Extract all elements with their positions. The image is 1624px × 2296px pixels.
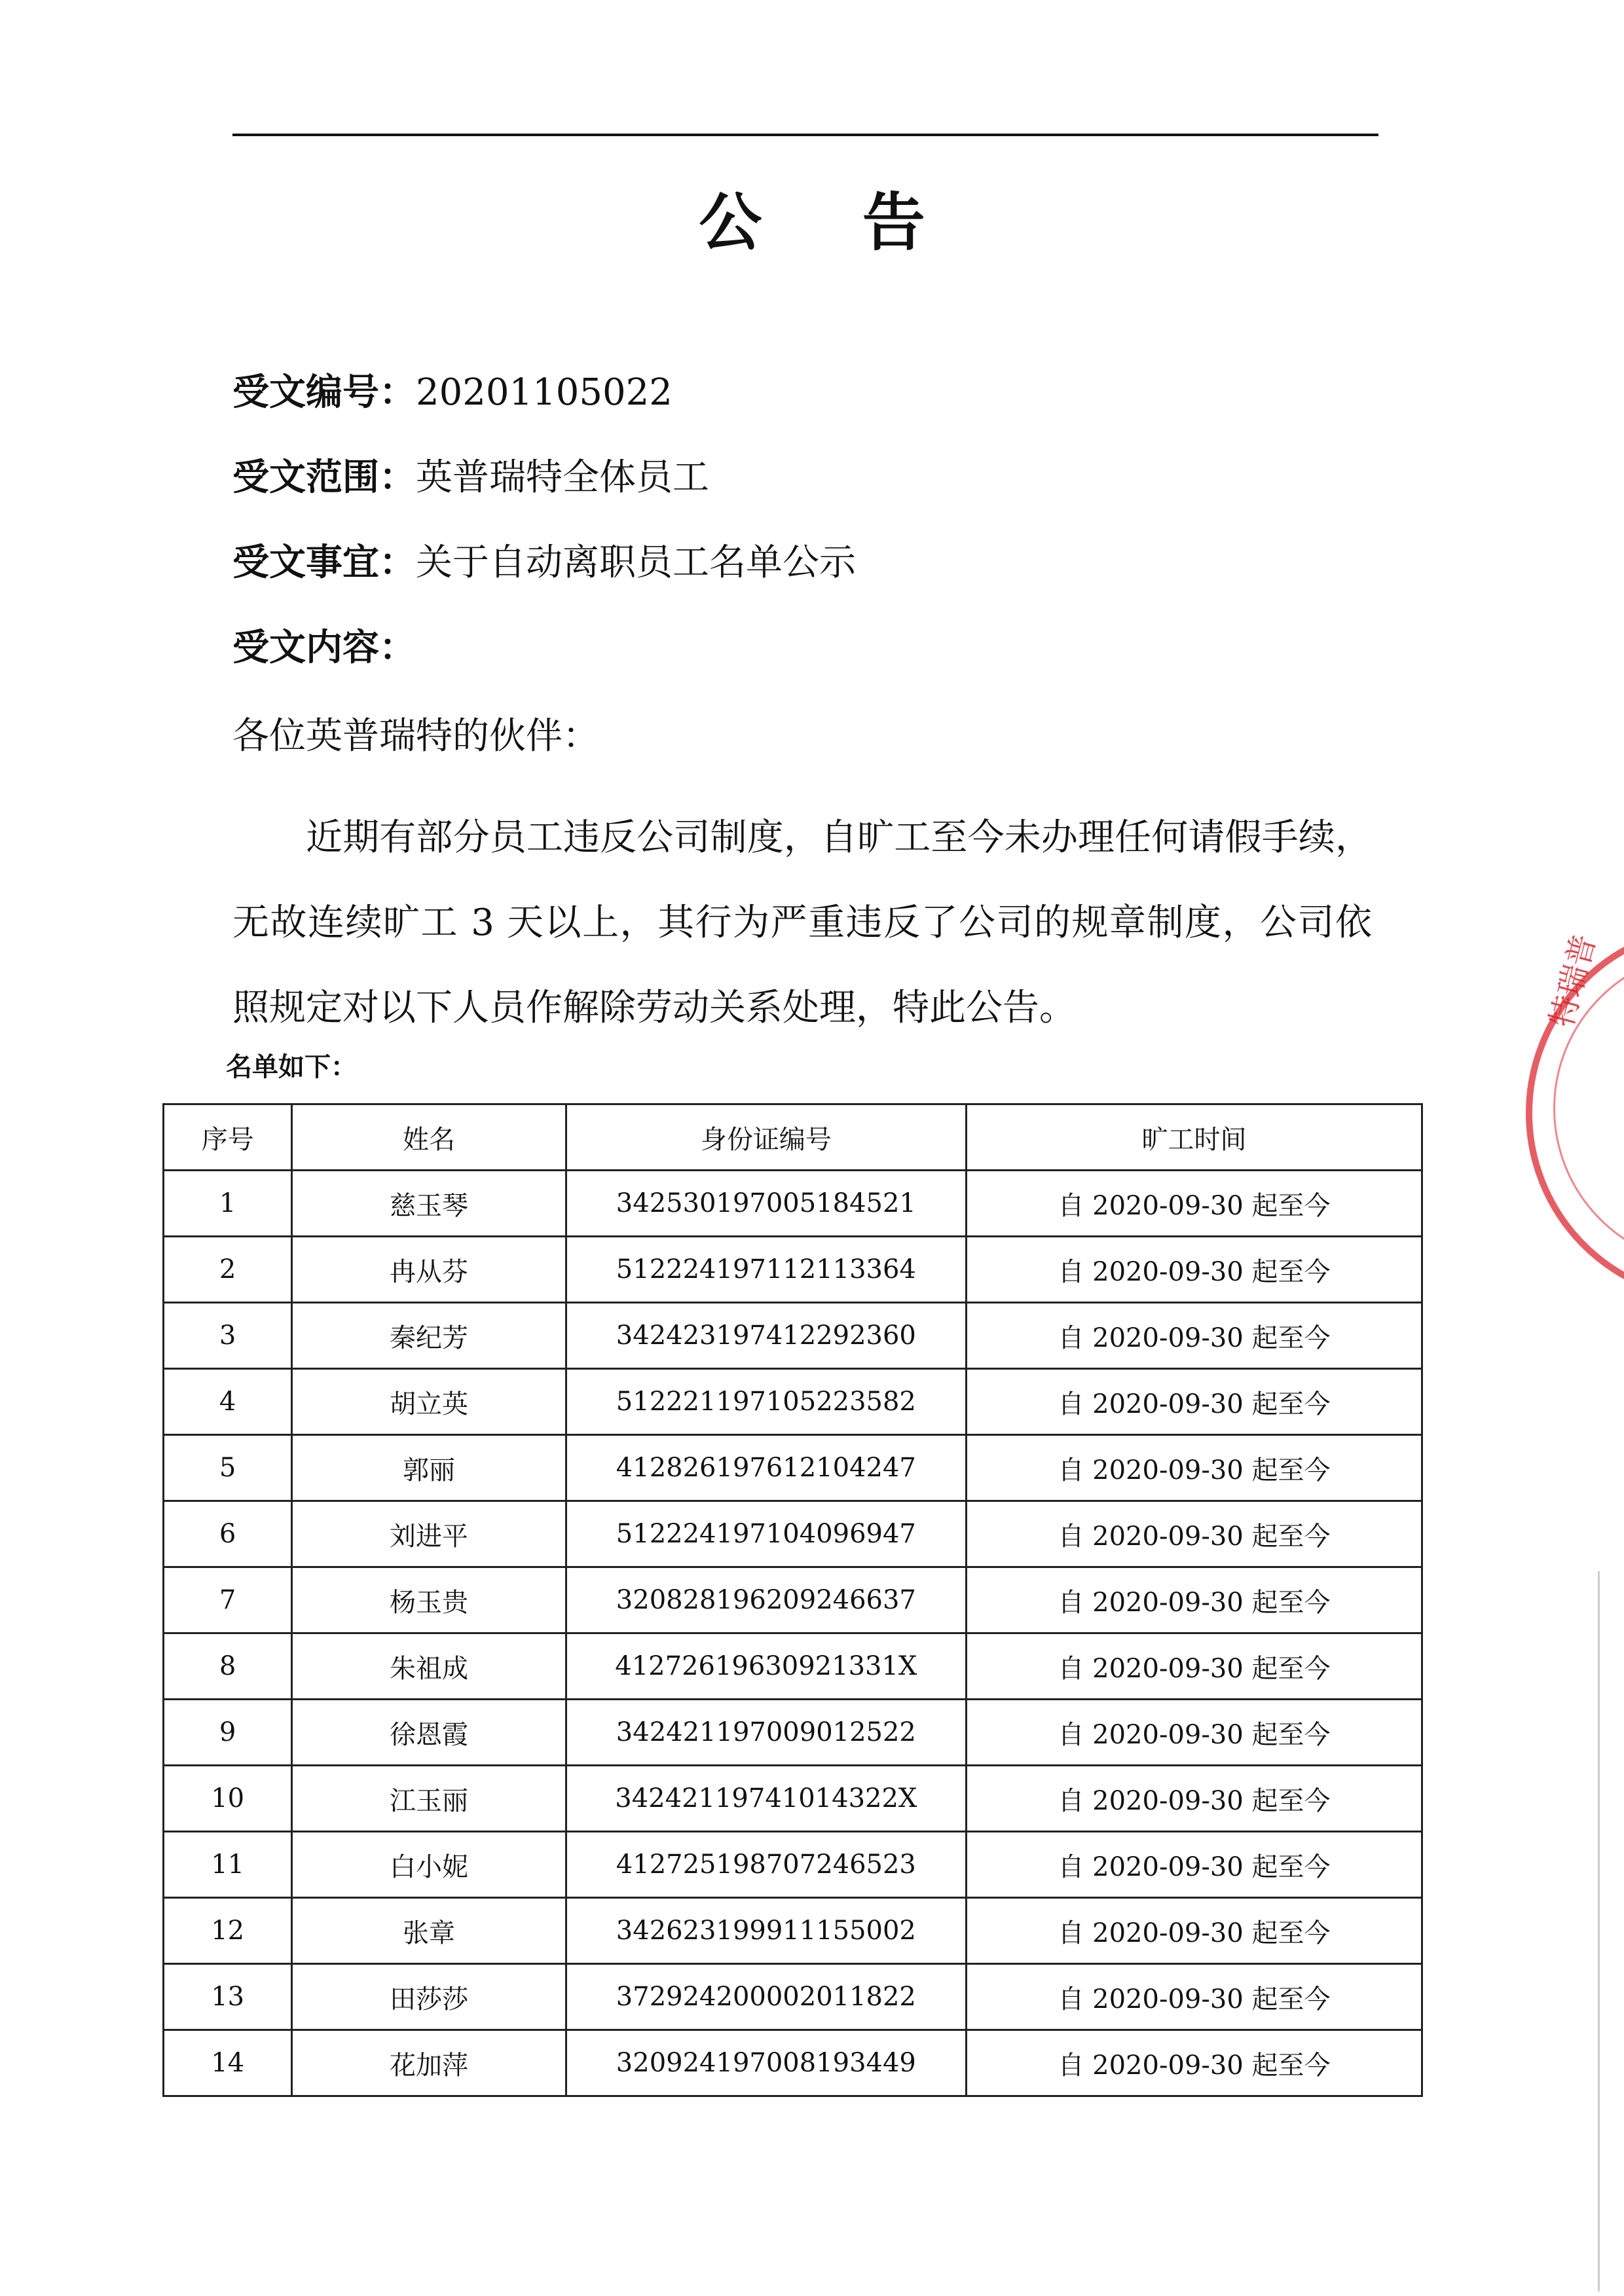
scan-edge-line <box>1598 1571 1600 2291</box>
cell-index: 7 <box>164 1567 292 1633</box>
meta-subject-label: 受文事宜： <box>232 541 416 584</box>
notice-paragraph: 近期有部分员工违反公司制度，自旷工至今未办理任何请假手续，无故连续旷工 3 天以上，其行为严重违反了公司的规章制度，公司依照规定对以下人员作解除劳动关系处理，特此公告。 <box>232 816 1372 1029</box>
cell-name: 刘进平 <box>292 1501 566 1567</box>
cell-absence-time: 自 2020-09-30 起至今 <box>966 1766 1422 1832</box>
table-row <box>164 1237 1422 1303</box>
meta-scope <box>232 452 709 504</box>
cell-index: 2 <box>164 1237 292 1303</box>
cell-name: 胡立英 <box>292 1369 566 1435</box>
cell-absence-time: 自 2020-09-30 起至今 <box>966 1369 1422 1435</box>
table-row <box>164 1435 1422 1501</box>
cell-index: 12 <box>164 1898 292 1964</box>
company-seal-text: 特瑞普 <box>1543 930 1604 1032</box>
cell-id-number: 372924200002011822 <box>566 1964 966 2030</box>
cell-index: 1 <box>164 1171 292 1237</box>
cell-name: 慈玉琴 <box>292 1171 566 1237</box>
cell-index: 9 <box>164 1700 292 1766</box>
meta-scope-value: 英普瑞特全体员工 <box>416 456 709 499</box>
header-absence-time: 旷工时间 <box>966 1104 1422 1171</box>
cell-id-number: 320924197008193449 <box>566 2030 966 2096</box>
table-row <box>164 1766 1422 1832</box>
cell-index: 6 <box>164 1501 292 1567</box>
cell-index: 5 <box>164 1435 292 1501</box>
cell-name: 徐恩霞 <box>292 1700 566 1766</box>
greeting: 各位英普瑞特的伙伴： <box>232 715 599 757</box>
cell-absence-time: 自 2020-09-30 起至今 <box>966 1567 1422 1633</box>
header-divider <box>232 134 1378 136</box>
table-row <box>164 1964 1422 2030</box>
cell-name: 杨玉贵 <box>292 1567 566 1633</box>
cell-id-number: 41272619630921331X <box>566 1633 966 1700</box>
cell-name: 秦纪芳 <box>292 1303 566 1369</box>
meta-number <box>232 367 673 419</box>
table-row <box>164 2030 1422 2096</box>
cell-index: 13 <box>164 1964 292 2030</box>
cell-absence-time: 自 2020-09-30 起至今 <box>966 1171 1422 1237</box>
cell-id-number: 342421197009012522 <box>566 1700 966 1766</box>
cell-absence-time: 自 2020-09-30 起至今 <box>966 1303 1422 1369</box>
table-row <box>164 1369 1422 1435</box>
meta-number-label: 受文编号： <box>232 371 416 414</box>
cell-name: 江玉丽 <box>292 1766 566 1832</box>
cell-absence-time: 自 2020-09-30 起至今 <box>966 1435 1422 1501</box>
meta-content <box>232 622 416 674</box>
cell-name: 朱祖成 <box>292 1633 566 1700</box>
cell-name: 冉从芬 <box>292 1237 566 1303</box>
cell-absence-time: 自 2020-09-30 起至今 <box>966 1700 1422 1766</box>
cell-id-number: 412725198707246523 <box>566 1832 966 1898</box>
cell-index: 14 <box>164 2030 292 2096</box>
cell-absence-time: 自 2020-09-30 起至今 <box>966 1237 1422 1303</box>
cell-absence-time: 自 2020-09-30 起至今 <box>966 1501 1422 1567</box>
table-row <box>164 1633 1422 1700</box>
cell-index: 8 <box>164 1633 292 1700</box>
cell-name: 田莎莎 <box>292 1964 566 2030</box>
cell-id-number: 412826197612104247 <box>566 1435 966 1501</box>
header-name: 姓名 <box>292 1104 566 1171</box>
cell-id-number: 342423197412292360 <box>566 1303 966 1369</box>
meta-subject-value: 关于自动离职员工名单公示 <box>416 541 856 584</box>
cell-id-number: 342530197005184521 <box>566 1171 966 1237</box>
cell-name: 花加萍 <box>292 2030 566 2096</box>
cell-absence-time: 自 2020-09-30 起至今 <box>966 1633 1422 1700</box>
meta-number-value: 20201105022 <box>416 371 673 414</box>
cell-absence-time: 自 2020-09-30 起至今 <box>966 1898 1422 1964</box>
cell-id-number: 342623199911155002 <box>566 1898 966 1964</box>
page-title: 公 告 <box>699 186 965 259</box>
table-row <box>164 1700 1422 1766</box>
table-row <box>164 1832 1422 1898</box>
cell-name: 郭丽 <box>292 1435 566 1501</box>
list-caption: 名单如下： <box>226 1052 357 1082</box>
header-id-number: 身份证编号 <box>566 1104 966 1171</box>
employee-table <box>162 1103 1423 2097</box>
meta-content-label: 受文内容： <box>232 627 416 669</box>
cell-absence-time: 自 2020-09-30 起至今 <box>966 1832 1422 1898</box>
table-row <box>164 1171 1422 1237</box>
cell-name: 白小妮 <box>292 1832 566 1898</box>
table-row <box>164 1898 1422 1964</box>
cell-absence-time: 自 2020-09-30 起至今 <box>966 1964 1422 2030</box>
cell-index: 11 <box>164 1832 292 1898</box>
cell-id-number: 34242119741014322X <box>566 1766 966 1832</box>
table-header-row <box>164 1104 1422 1171</box>
meta-subject <box>232 537 856 589</box>
header-index: 序号 <box>164 1104 292 1171</box>
cell-index: 3 <box>164 1303 292 1369</box>
cell-id-number: 512224197104096947 <box>566 1501 966 1567</box>
cell-id-number: 320828196209246637 <box>566 1567 966 1633</box>
meta-scope-label: 受文范围： <box>232 456 416 499</box>
table-row <box>164 1567 1422 1633</box>
cell-index: 4 <box>164 1369 292 1435</box>
table-row <box>164 1303 1422 1369</box>
cell-id-number: 512224197112113364 <box>566 1237 966 1303</box>
table-row <box>164 1501 1422 1567</box>
cell-index: 10 <box>164 1766 292 1832</box>
cell-name: 张章 <box>292 1898 566 1964</box>
cell-id-number: 512221197105223582 <box>566 1369 966 1435</box>
cell-absence-time: 自 2020-09-30 起至今 <box>966 2030 1422 2096</box>
